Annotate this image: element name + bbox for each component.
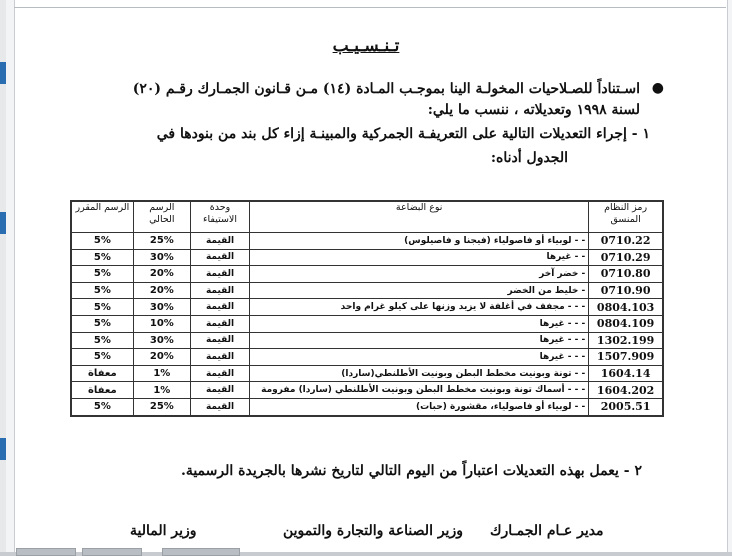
signature-customs-director: مدير عـام الجمـارك [490,523,604,539]
row-current-rate: 1% [133,382,190,399]
row-decided-rate: 5% [71,249,133,266]
row-description: - - غيرها [250,249,589,266]
top-rule [14,7,726,8]
row-decided-rate: 5% [71,332,133,349]
item-1-line-2: الجدول أدناه: [490,150,568,166]
row-description: - - - غيرها [250,315,589,332]
row-current-rate: 30% [133,299,190,316]
row-decided-rate: 5% [71,299,133,316]
bottom-tab[interactable] [82,548,142,556]
header-description: نوع البضاعة [250,201,589,233]
table-row [71,365,663,382]
row-current-rate: 1% [133,365,190,382]
table-row [71,282,663,299]
row-current-rate: 10% [133,315,190,332]
row-code: 0804.103 [589,299,663,316]
row-current-rate: 25% [133,398,190,415]
row-unit: القيمة [190,282,249,299]
row-description: - - - مجفف في أغلفة لا يزيد وزنها على كيلو غرام واحد [250,299,589,316]
table-row [71,349,663,366]
row-decided-rate: معفاة [71,365,133,382]
row-current-rate: 20% [133,349,190,366]
row-code: 0710.22 [589,233,663,250]
row-description: - - لوبياء أو فاصولياء، مقشورة (حبات) [250,398,589,415]
edge-marker [0,438,6,460]
table-row [71,249,663,266]
row-unit: القيمة [190,315,249,332]
row-code: 2005.51 [589,398,663,415]
row-description: - خليط من الخضر [250,282,589,299]
row-description: - - - غيرها [250,349,589,366]
signature-industry-minister: وزير الصناعة والتجارة والتموين [283,523,463,539]
table-row [71,315,663,332]
row-unit: القيمة [190,382,249,399]
row-description: - خضر آخر [250,266,589,283]
table-row [71,233,663,250]
table-header-row [71,201,663,233]
row-current-rate: 20% [133,266,190,283]
row-current-rate: 25% [133,233,190,250]
row-description: - - لوبياء أو فاصولياء (فيجنا و فاصيلوس) [250,233,589,250]
row-current-rate: 30% [133,332,190,349]
row-unit: القيمة [190,332,249,349]
table-row [71,299,663,316]
row-decided-rate: 5% [71,398,133,415]
header-code: رمز النظام المنسق [589,201,663,233]
table-row [71,266,663,283]
row-description: - - تونة وبونيت مخطط البطن وبونيت الأطلنطي(ساردا) [250,365,589,382]
table-row [71,398,663,415]
row-decided-rate: 5% [71,349,133,366]
intro-paragraph: اسـتناداً للصـلاحيات المخولـة الينا بموجـب المـادة (١٤) مـن قـانون الجمـارك رقـم (٢٠) لسنة ١٩٩٨ وتعديلاته ، ننسب ما يلي: [132,81,640,118]
bottom-tab[interactable] [16,548,76,556]
row-decided-rate: 5% [71,266,133,283]
row-code: 1302.199 [589,332,663,349]
row-code: 1604.14 [589,365,663,382]
header-decided-rate: الرسم المقرر [71,201,133,233]
table-row [71,332,663,349]
item-1-line-1: ١ - إجراء التعديلات التالية على التعريفـة الجمركية والمبينـة إزاء كل بند من بنودها في [156,126,650,142]
row-code: 1604.202 [589,382,663,399]
row-decided-rate: 5% [71,315,133,332]
row-unit: القيمة [190,398,249,415]
row-decided-rate: 5% [71,282,133,299]
row-decided-rate: 5% [71,233,133,250]
signature-finance-minister: وزير المالية [130,523,197,539]
row-decided-rate: معفاة [71,382,133,399]
row-current-rate: 30% [133,249,190,266]
left-edge [0,0,6,556]
row-description: - - - غيرها [250,332,589,349]
header-unit: وحدة الاستيفاء [190,201,249,233]
edge-marker [0,62,6,84]
edge-marker [0,212,6,234]
row-unit: القيمة [190,249,249,266]
item-2: ٢ - يعمل بهذه التعديلات اعتباراً من اليوم التالي لتاريخ نشرها بالجريدة الرسمية. [180,463,642,479]
row-current-rate: 20% [133,282,190,299]
row-code: 0710.29 [589,249,663,266]
document-title: تـنـسـيـب [332,36,400,56]
row-unit: القيمة [190,266,249,283]
row-code: 0710.80 [589,266,663,283]
header-current-rate: الرسم الحالي [133,201,190,233]
row-code: 0804.109 [589,315,663,332]
bottom-tab[interactable] [162,548,240,556]
row-unit: القيمة [190,299,249,316]
row-unit: القيمة [190,349,249,366]
bullet-icon: ● [651,80,664,96]
row-code: 0710.90 [589,282,663,299]
row-unit: القيمة [190,365,249,382]
row-code: 1507.909 [589,349,663,366]
table-row [71,382,663,399]
row-unit: القيمة [190,233,249,250]
row-description: - - - أسماك تونة وبونيت مخطط البطن وبونيت الأطلنطي (ساردا) مفرومة [250,382,589,399]
tariff-table [70,200,664,417]
